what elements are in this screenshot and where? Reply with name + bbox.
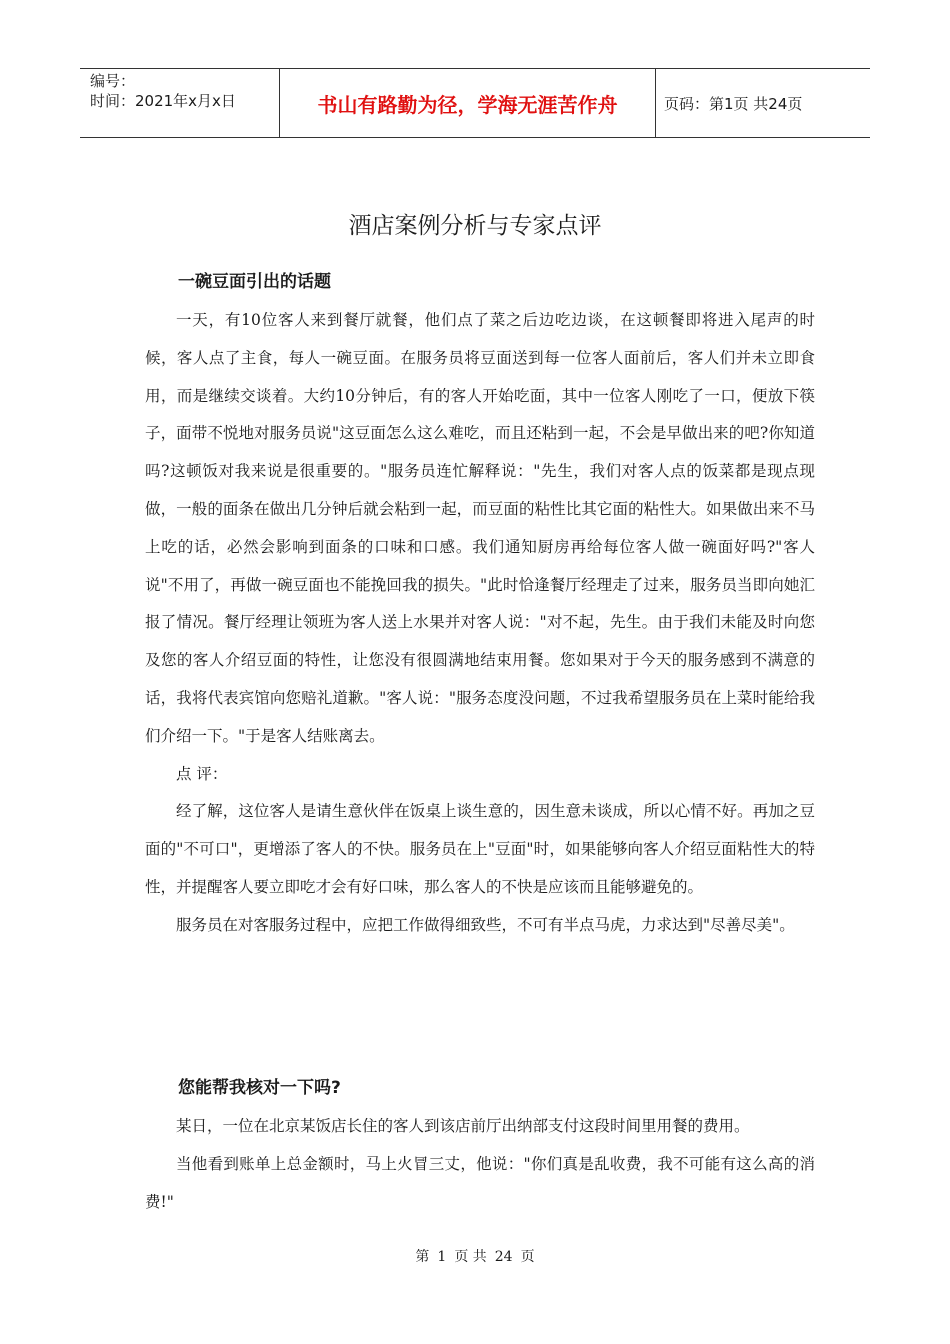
case-paragraph: 某日，一位在北京某饭店长住的客人到该店前厅出纳部支付这段时间里用餐的费用。 <box>176 1117 750 1135</box>
doc-number-label: 编号： <box>90 72 136 90</box>
footer-mid: 页 共 <box>454 1249 487 1265</box>
case-paragraph: 当他看到账单上总金额时，马上火冒三丈，他说："你们真是乱收费，我不可能有这么高的消费!" <box>145 1154 815 1211</box>
case-paragraph: 一天，有10位客人来到餐厅就餐，他们点了菜之后边吃边谈，在这顿餐即将进入尾声的时候，客人点了主食，每人一碗豆面。在服务员将豆面送到每一位客人面前后，客人们并未立即食用，而是继续交谈着。大约10分钟后，有的客人开始吃面，其中一位客人刚吃了一口，便放下筷子，面带不悦地对服务员说"这豆面怎么这么难吃，而且还粘到一起，不会是早做出来的吧?你知道吗?这顿饭对我来说是很重要的。"服务员连忙解释说："先生，我们对客人点的饭菜都是现点现做，一般的面条在做出几分钟后就会粘到一起，而豆面的粘性比其它面的粘性大。如果做出来不马上吃的话，必然会影响到面条的口味和口感。我们通知厨房再给每位客人做一碗面好吗?"客人说"不用了，再做一碗豆面也不能挽回我的损失。"此时恰逢餐厅经理走了过来，服务员当即向她汇报了情况。餐厅经理让领班为客人送上水果并对客人说："对不起，先生。由于我们未能及时向您及您的客人介绍豆面的特性，让您没有很圆满地结束用餐。您如果对于今天的服务感到不满意的话，我将代表宾馆向您赔礼道歉。"客人说："服务态度没问题，不过我希望服务员在上菜时能给我们介绍一下。"于是客人结账离去。 <box>145 311 815 745</box>
footer-page-number: 1 <box>437 1249 447 1265</box>
header-motto: 书山有路勤为径，学海无涯苦作舟 <box>280 69 656 137</box>
comment-paragraph: 经了解，这位客人是请生意伙伴在饭桌上谈生意的，因生意未谈成，所以心情不好。再加之豆面的"不可口"，更增添了客人的不快。服务员在上"豆面"时，如果能够向客人介绍豆面粘性大的特性，并提醒客人要立即吃才会有好口味，那么客人的不快是应该而且能够避免的。 <box>145 802 815 896</box>
comment-label: 点 评： <box>176 764 228 783</box>
footer-suffix: 页 <box>520 1249 535 1265</box>
comment-paragraph: 服务员在对客服务过程中，应把工作做得细致些，不可有半点马虎，力求达到"尽善尽美"。 <box>176 915 795 934</box>
page-footer <box>0 1246 950 1266</box>
footer-total-pages: 24 <box>494 1249 513 1265</box>
header-page-info: 页码：第1页 共24页 <box>664 94 803 113</box>
section-noodle-case <box>145 268 815 945</box>
header-meta-cell <box>80 69 280 137</box>
footer-prefix: 第 <box>415 1249 430 1265</box>
section-heading: 您能帮我核对一下吗? <box>178 1078 341 1098</box>
document-title: 酒店案例分析与专家点评 <box>348 213 602 239</box>
header-table <box>80 68 870 138</box>
section-bill-check <box>145 1074 815 1221</box>
doc-time-label: 时间：2021年x月x日 <box>90 92 236 110</box>
section-heading: 一碗豆面引出的话题 <box>178 272 331 292</box>
